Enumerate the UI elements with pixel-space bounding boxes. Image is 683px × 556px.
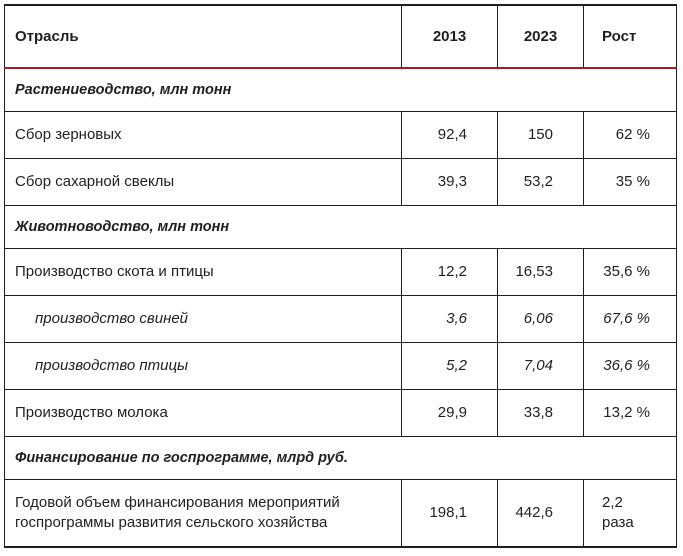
- row-label-line-1: Годовой объем финансирования мероприятий: [15, 493, 340, 511]
- table-row: [5, 342, 677, 389]
- value-2013: 29,9: [402, 389, 498, 436]
- value-2023: 53,2: [498, 158, 584, 205]
- value-2013: 3,6: [402, 295, 498, 342]
- row-label: производство птицы: [5, 342, 402, 389]
- table-header-row: [5, 5, 677, 68]
- table-row: [5, 158, 677, 205]
- table-row: [5, 479, 677, 547]
- section-title: Растениеводство, млн тонн: [5, 68, 677, 111]
- table-row: [5, 248, 677, 295]
- row-label: Производство скота и птицы: [5, 248, 402, 295]
- table-row: [5, 111, 677, 158]
- value-2023: 16,53: [498, 248, 584, 295]
- value-growth: 62 %: [584, 111, 677, 158]
- value-growth: 36,6 %: [584, 342, 677, 389]
- row-label: Сбор зерновых: [5, 111, 402, 158]
- value-2013: 92,4: [402, 111, 498, 158]
- row-label: производство свиней: [5, 295, 402, 342]
- value-2013: 12,2: [402, 248, 498, 295]
- table-row: [5, 295, 677, 342]
- section-row-livestock: [5, 205, 677, 248]
- value-growth: 13,2 %: [584, 389, 677, 436]
- row-label-line-2: госпрограммы развития сельского хозяйства: [15, 513, 328, 531]
- agriculture-table: [4, 4, 677, 548]
- section-title: Финансирование по госпрограмме, млрд руб.: [5, 436, 677, 479]
- header-growth: Рост: [584, 5, 677, 68]
- header-industry: Отрасль: [5, 5, 402, 68]
- row-label: Производство молока: [5, 389, 402, 436]
- value-growth: 35,6 %: [584, 248, 677, 295]
- value-2023: 6,06: [498, 295, 584, 342]
- value-2023: 33,8: [498, 389, 584, 436]
- section-title: Животноводство, млн тонн: [5, 205, 677, 248]
- value-2013: 39,3: [402, 158, 498, 205]
- value-2013: 5,2: [402, 342, 498, 389]
- value-2023: 150: [498, 111, 584, 158]
- header-2013: 2013: [402, 5, 498, 68]
- header-2023: 2023: [498, 5, 584, 68]
- table-row: [5, 389, 677, 436]
- row-label: Сбор сахарной свеклы: [5, 158, 402, 205]
- value-growth: 2,2 раза: [584, 479, 677, 547]
- value-2023: 7,04: [498, 342, 584, 389]
- value-2023: 442,6: [498, 479, 584, 547]
- value-2013: 198,1: [402, 479, 498, 547]
- row-label: [5, 479, 402, 547]
- section-row-crops: [5, 68, 677, 111]
- value-growth: 67,6 %: [584, 295, 677, 342]
- section-row-financing: [5, 436, 677, 479]
- document-page: [0, 4, 683, 556]
- value-growth: 35 %: [584, 158, 677, 205]
